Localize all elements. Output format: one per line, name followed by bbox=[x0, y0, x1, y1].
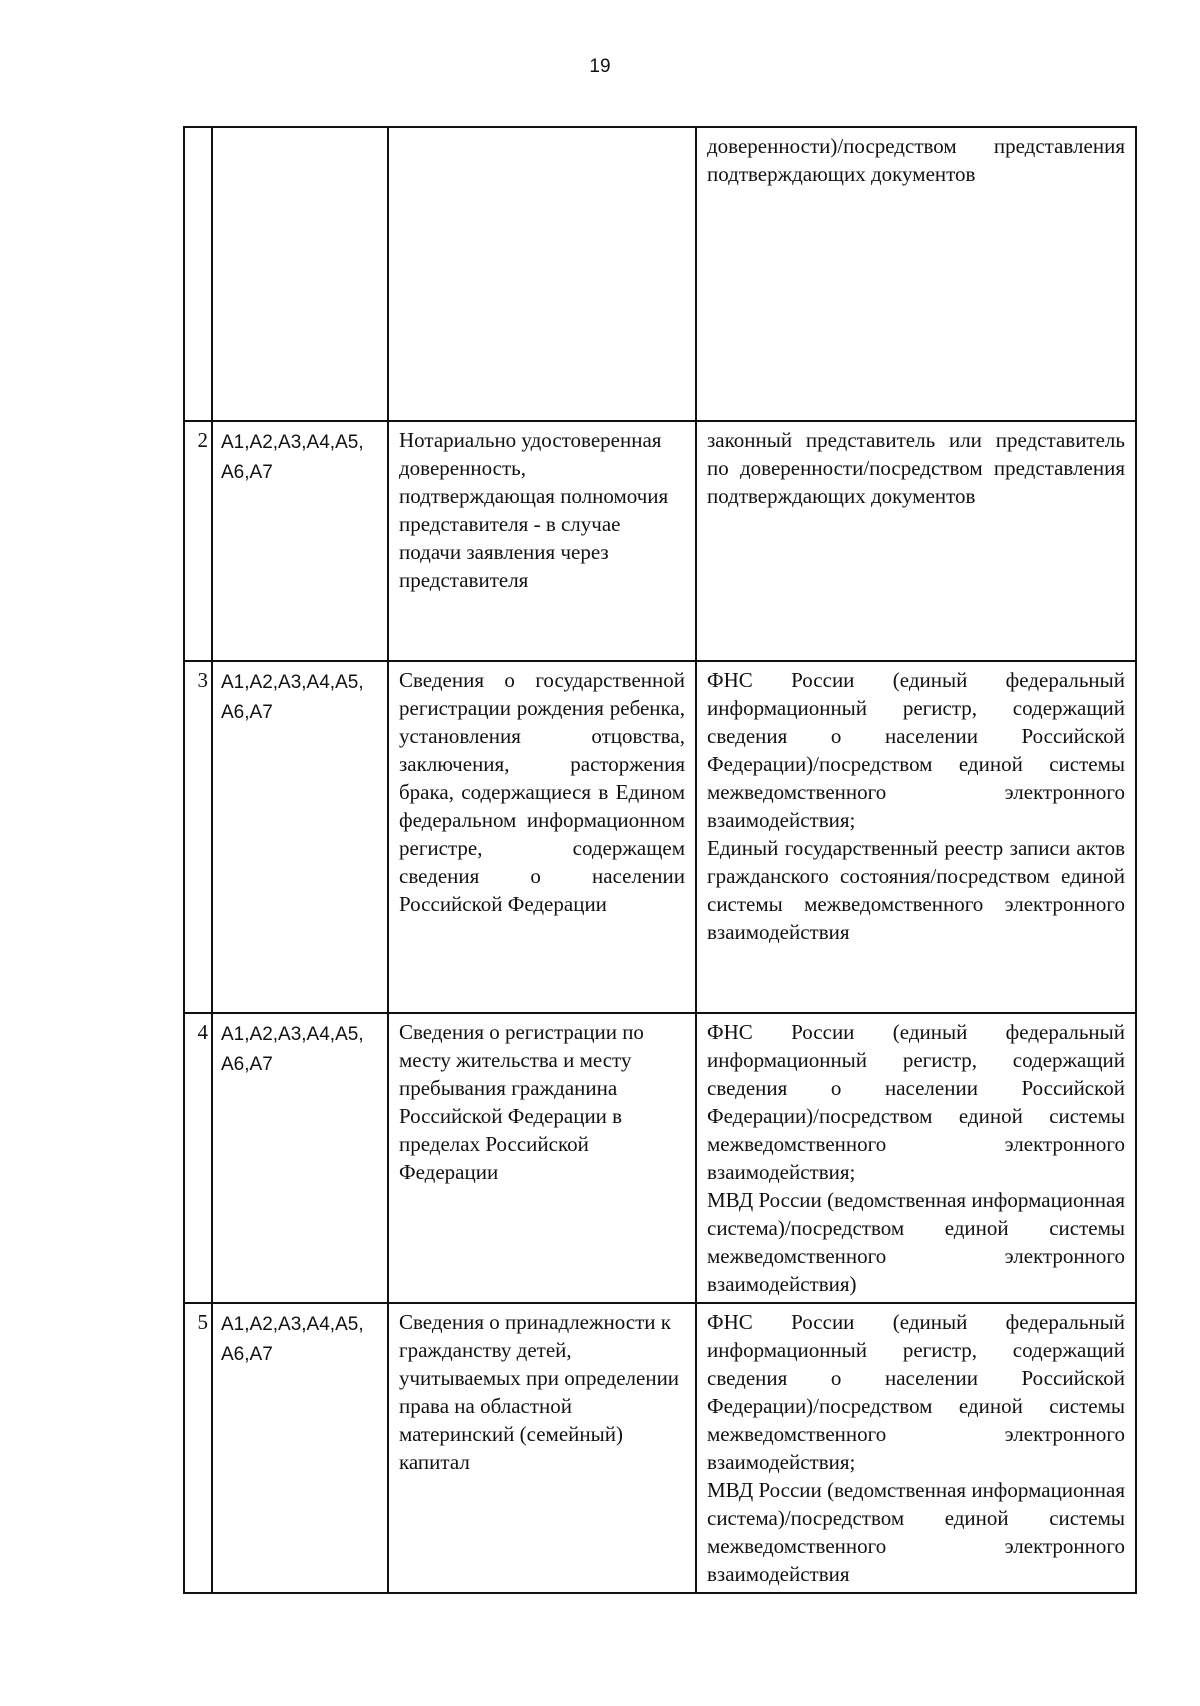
applicant-codes-cell: А1,А2,А3,А4,А5, А6,А7 bbox=[212, 1303, 388, 1593]
document-name-cell: Сведения о государственной регистрации рождения ребенка, установления отцовства, заключения, расторжения брака, содержащиеся в Едином федеральном информационном регистре, содержащем сведения о населении Российской Федерации bbox=[388, 661, 696, 1013]
documents-table bbox=[183, 126, 1137, 1594]
document-source-cell bbox=[696, 661, 1136, 1013]
table-row bbox=[184, 1303, 1136, 1593]
applicant-codes-cell: А1,А2,А3,А4,А5, А6,А7 bbox=[212, 421, 388, 661]
source-paragraph: законный представитель или представитель по доверенности/посредством представления подтверждающих документов bbox=[707, 428, 1125, 508]
table-row bbox=[184, 661, 1136, 1013]
source-paragraph: ФНС России (единый федеральный информационный регистр, содержащий сведения о населении Российской Федерации)/посредством единой системы межведомственного электронного взаимодействия; bbox=[707, 668, 1125, 832]
document-source-cell bbox=[696, 421, 1136, 661]
document-source-cell bbox=[696, 1013, 1136, 1303]
document-source-cell bbox=[696, 127, 1136, 421]
table-row bbox=[184, 1013, 1136, 1303]
source-paragraph: МВД России (ведомственная информационная система)/посредством единой системы межведомственного электронного взаимодействия) bbox=[707, 1188, 1125, 1296]
source-paragraph: ФНС России (единый федеральный информационный регистр, содержащий сведения о населении Российской Федерации)/посредством единой системы межведомственного электронного взаимодействия; bbox=[707, 1310, 1125, 1474]
row-number-cell: 3 bbox=[184, 661, 212, 1013]
document-name-cell bbox=[388, 127, 696, 421]
applicant-codes-cell: А1,А2,А3,А4,А5, А6,А7 bbox=[212, 661, 388, 1013]
row-number-cell: 5 bbox=[184, 1303, 212, 1593]
document-name-cell: Нотариально удостоверенная доверенность, подтверждающая полномочия представителя - в случае подачи заявления через представителя bbox=[388, 421, 696, 661]
row-number-cell: 4 bbox=[184, 1013, 212, 1303]
applicant-codes-cell: А1,А2,А3,А4,А5, А6,А7 bbox=[212, 1013, 388, 1303]
source-paragraph: Единый государственный реестр записи актов гражданского состояния/посредством единой системы межведомственного электронного взаимодействия bbox=[707, 836, 1125, 944]
source-paragraph: МВД России (ведомственная информационная система)/посредством единой системы межведомственного электронного взаимодействия bbox=[707, 1478, 1125, 1586]
source-paragraph: доверенности)/посредством представления подтверждающих документов bbox=[707, 134, 1125, 186]
row-number-cell bbox=[184, 127, 212, 421]
applicant-codes-cell bbox=[212, 127, 388, 421]
table-row bbox=[184, 421, 1136, 661]
document-name-cell: Сведения о регистрации по месту жительства и месту пребывания гражданина Российской Федерации в пределах Российской Федерации bbox=[388, 1013, 696, 1303]
table-row bbox=[184, 127, 1136, 421]
document-name-cell: Сведения о принадлежности к гражданству детей, учитываемых при определении права на областной материнский (семейный) капитал bbox=[388, 1303, 696, 1593]
document-source-cell bbox=[696, 1303, 1136, 1593]
source-paragraph: ФНС России (единый федеральный информационный регистр, содержащий сведения о населении Российской Федерации)/посредством единой системы межведомственного электронного взаимодействия; bbox=[707, 1020, 1125, 1184]
page-number: 19 bbox=[589, 56, 611, 77]
row-number-cell: 2 bbox=[184, 421, 212, 661]
